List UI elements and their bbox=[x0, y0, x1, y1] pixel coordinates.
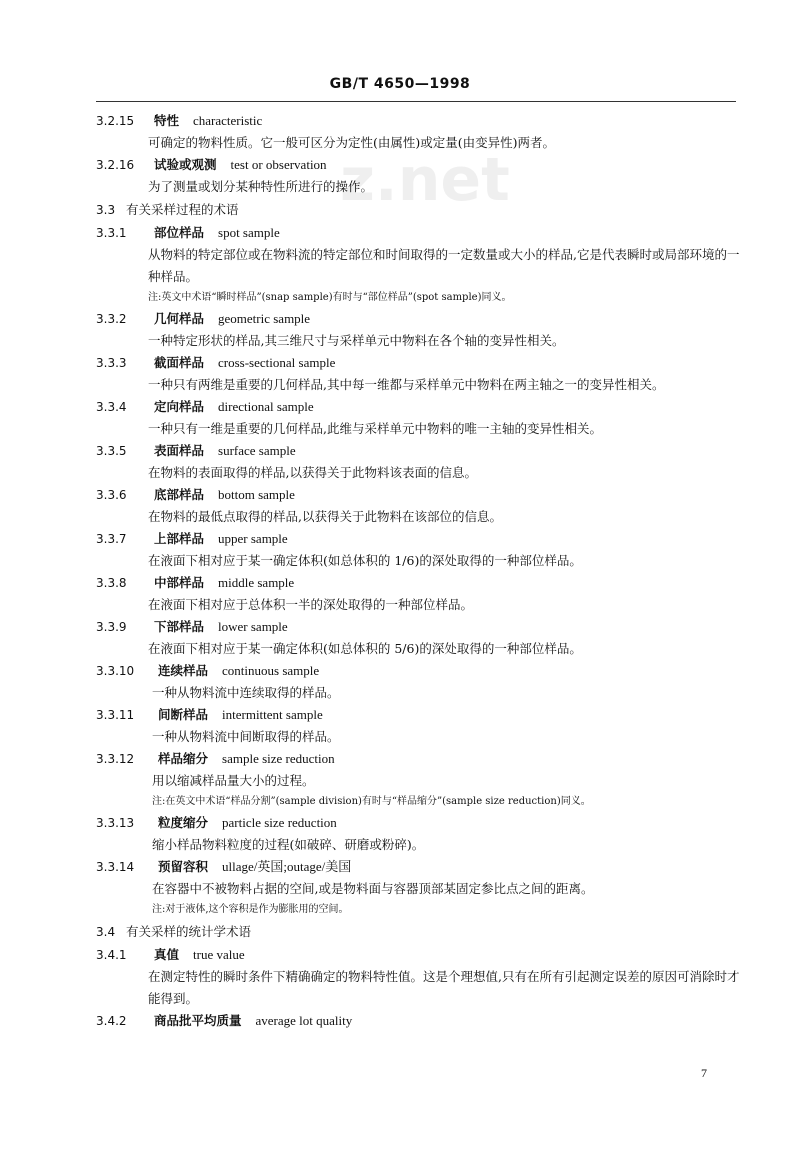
term-definition: 在物料的最低点取得的样品,以获得关于此物料在该部位的信息。 bbox=[148, 509, 502, 524]
term-number: 3.3.11 bbox=[96, 708, 135, 722]
term-entry bbox=[96, 660, 746, 704]
term-number: 3.3.3 bbox=[96, 356, 127, 370]
term-english: average lot quality bbox=[255, 1013, 353, 1028]
term-number: 3.3.1 bbox=[96, 226, 127, 240]
section-heading bbox=[96, 920, 746, 944]
term-number: 3.3.5 bbox=[96, 444, 127, 458]
term-chinese: 粒度缩分 bbox=[158, 815, 209, 830]
term-definition: 在容器中不被物料占据的空间,或是物料面与容器顶部某固定参比点之间的距离。 bbox=[152, 881, 594, 896]
term-number: 3.3.2 bbox=[96, 312, 127, 326]
term-chinese: 间断样品 bbox=[158, 707, 209, 722]
term-definition: 在液面下相对应于总体积一半的深处取得的一种部位样品。 bbox=[148, 597, 474, 612]
term-chinese: 定向样品 bbox=[154, 399, 205, 414]
term-entry bbox=[96, 944, 746, 1010]
term-number: 3.3.12 bbox=[96, 752, 135, 766]
term-english: middle sample bbox=[218, 575, 295, 590]
term-chinese: 试验或观测 bbox=[154, 157, 217, 172]
term-definition: 一种特定形状的样品,其三维尺寸与采样单元中物料在各个轴的变异性相关。 bbox=[148, 333, 565, 348]
term-chinese: 表面样品 bbox=[154, 443, 205, 458]
term-chinese: 样品缩分 bbox=[158, 751, 209, 766]
section-number: 3.3 bbox=[96, 203, 116, 217]
term-chinese: 下部样品 bbox=[154, 619, 205, 634]
term-chinese: 连续样品 bbox=[158, 663, 209, 678]
term-entry bbox=[96, 1010, 746, 1032]
header-rule bbox=[96, 101, 736, 102]
standard-number-header: GB/T 4650—1998 bbox=[329, 76, 471, 92]
term-chinese: 特性 bbox=[154, 113, 180, 128]
term-definition: 为了测量或划分某种特性所进行的操作。 bbox=[148, 179, 374, 194]
term-chinese: 底部样品 bbox=[154, 487, 205, 502]
term-english: bottom sample bbox=[218, 487, 295, 502]
term-number: 3.4.1 bbox=[96, 948, 127, 962]
watermark: z.net bbox=[340, 145, 510, 215]
term-number: 3.3.7 bbox=[96, 532, 127, 546]
term-number: 3.2.15 bbox=[96, 114, 135, 128]
term-chinese: 中部样品 bbox=[154, 575, 205, 590]
term-definition: 一种从物料流中连续取得的样品。 bbox=[152, 685, 340, 700]
term-chinese: 预留容积 bbox=[158, 859, 209, 874]
term-definition: 可确定的物料性质。它一般可区分为定性(由属性)或定量(由变异性)两者。 bbox=[148, 135, 556, 150]
term-number: 3.2.16 bbox=[96, 158, 135, 172]
term-number: 3.3.6 bbox=[96, 488, 127, 502]
term-chinese: 几何样品 bbox=[154, 311, 205, 326]
term-entry bbox=[96, 396, 746, 440]
term-entry bbox=[96, 222, 746, 308]
section-title: 有关采样的统计学术语 bbox=[126, 924, 252, 939]
term-chinese: 上部样品 bbox=[154, 531, 205, 546]
document-body bbox=[96, 110, 746, 1032]
term-english: upper sample bbox=[218, 531, 288, 546]
term-english: test or observation bbox=[230, 157, 327, 172]
term-definition: 用以缩减样品量大小的过程。 bbox=[152, 773, 315, 788]
term-english: geometric sample bbox=[218, 311, 311, 326]
section-title: 有关采样过程的术语 bbox=[126, 202, 239, 217]
term-number: 3.3.8 bbox=[96, 576, 127, 590]
page-number: 7 bbox=[701, 1066, 707, 1080]
term-definition: 一种只有两维是重要的几何样品,其中每一维都与采样单元中物料在两主轴之一的变异性相关。 bbox=[148, 377, 665, 392]
term-english: intermittent sample bbox=[222, 707, 323, 722]
term-entry bbox=[96, 484, 746, 528]
term-number: 3.4.2 bbox=[96, 1014, 127, 1028]
term-definition: 一种只有一维是重要的几何样品,此维与采样单元中物料的唯一主轴的变异性相关。 bbox=[148, 421, 602, 436]
section-heading bbox=[96, 198, 746, 222]
term-english: cross-sectional sample bbox=[218, 355, 336, 370]
term-entry bbox=[96, 154, 746, 198]
term-chinese: 部位样品 bbox=[154, 225, 205, 240]
term-english: characteristic bbox=[193, 113, 263, 128]
term-english: surface sample bbox=[218, 443, 296, 458]
term-entry bbox=[96, 308, 746, 352]
term-entry bbox=[96, 812, 746, 856]
term-english: directional sample bbox=[218, 399, 314, 414]
term-number: 3.3.10 bbox=[96, 664, 135, 678]
term-english: continuous sample bbox=[222, 663, 320, 678]
term-definition: 从物料的特定部位或在物料流的特定部位和时间取得的一定数量或大小的样品,它是代表瞬时或局部环境的一种样品。 bbox=[148, 247, 740, 284]
term-definition: 在测定特性的瞬时条件下精确确定的物料特性值。这是个理想值,只有在所有引起测定误差的原因可消除时才能得到。 bbox=[148, 969, 740, 1006]
term-entry bbox=[96, 616, 746, 660]
term-entry bbox=[96, 110, 746, 154]
term-note: 注:英文中术语“瞬时样品”(snap sample)有时与“部位样品”(spot sample)同义。 bbox=[148, 292, 512, 303]
term-english: particle size reduction bbox=[222, 815, 337, 830]
term-number: 3.3.13 bbox=[96, 816, 135, 830]
term-english: ullage/英国;outage/美国 bbox=[222, 859, 352, 874]
term-definition: 一种从物料流中间断取得的样品。 bbox=[152, 729, 340, 744]
term-english: true value bbox=[193, 947, 245, 962]
term-entry bbox=[96, 856, 746, 920]
term-entry bbox=[96, 528, 746, 572]
term-number: 3.3.14 bbox=[96, 860, 135, 874]
term-number: 3.3.9 bbox=[96, 620, 127, 634]
term-note: 注:在英文中术语“样品分割”(sample division)有时与“样品缩分”(sample size reduction)同义。 bbox=[152, 796, 591, 807]
term-entry bbox=[96, 704, 746, 748]
term-entry bbox=[96, 352, 746, 396]
term-entry bbox=[96, 748, 746, 812]
term-english: spot sample bbox=[218, 225, 280, 240]
term-definition: 在液面下相对应于某一确定体积(如总体积的 1/6)的深处取得的一种部位样品。 bbox=[148, 553, 582, 568]
term-chinese: 截面样品 bbox=[154, 355, 205, 370]
term-entry bbox=[96, 440, 746, 484]
term-english: sample size reduction bbox=[222, 751, 335, 766]
term-chinese: 真值 bbox=[154, 947, 180, 962]
term-definition: 在物料的表面取得的样品,以获得关于此物料该表面的信息。 bbox=[148, 465, 477, 480]
term-number: 3.3.4 bbox=[96, 400, 127, 414]
term-english: lower sample bbox=[218, 619, 288, 634]
term-note: 注:对于液体,这个容积是作为膨胀用的空间。 bbox=[152, 904, 349, 915]
section-number: 3.4 bbox=[96, 925, 116, 939]
term-definition: 缩小样品物料粒度的过程(如破碎、研磨或粉碎)。 bbox=[152, 837, 425, 852]
term-entry bbox=[96, 572, 746, 616]
term-definition: 在液面下相对应于某一确定体积(如总体积的 5/6)的深处取得的一种部位样品。 bbox=[148, 641, 582, 656]
term-chinese: 商品批平均质量 bbox=[154, 1013, 242, 1028]
